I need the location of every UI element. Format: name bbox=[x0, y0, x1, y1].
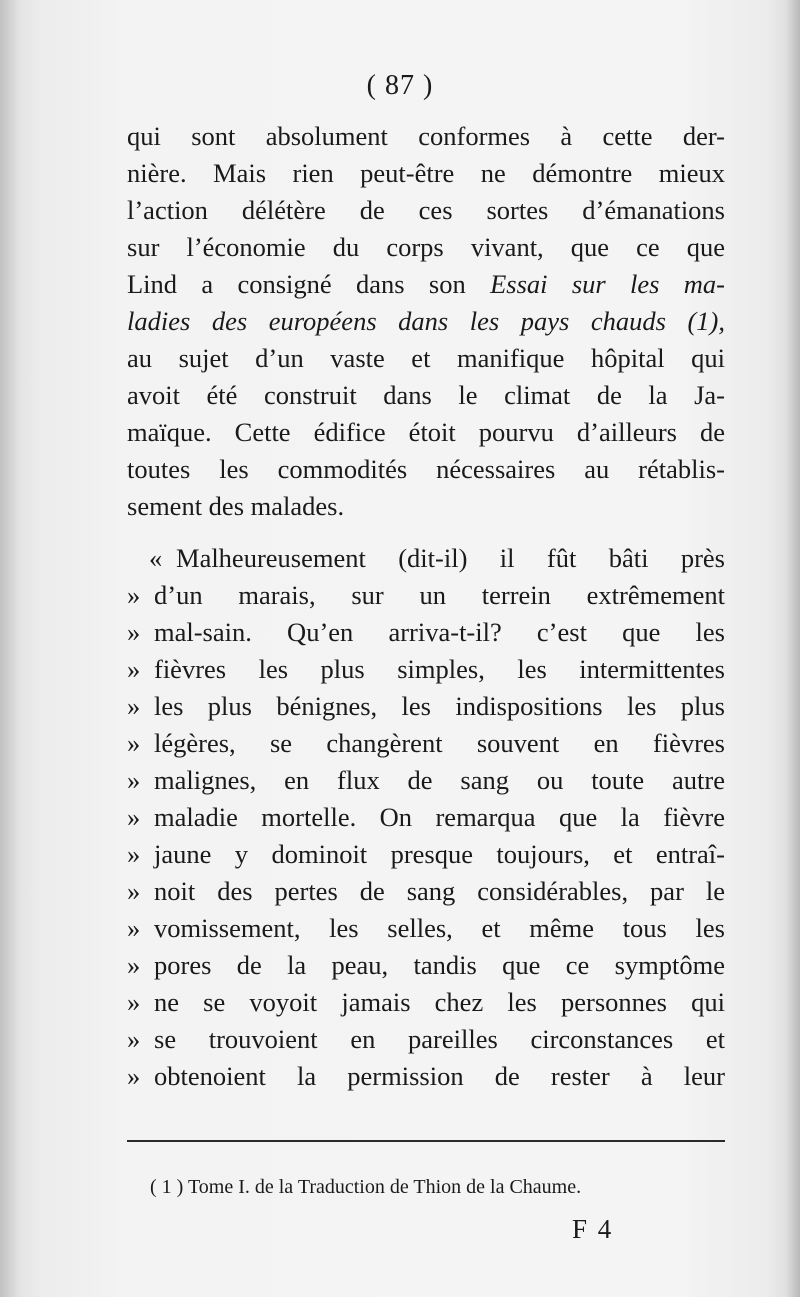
quote-line bbox=[127, 651, 725, 688]
quote-line bbox=[127, 725, 725, 762]
quote-text: maladie mortelle. On remarqua que la fièvre bbox=[154, 802, 725, 832]
quote-line bbox=[127, 910, 725, 947]
quote-text: légères, se changèrent souvent en fièvres bbox=[154, 728, 725, 758]
quote-line bbox=[127, 540, 725, 577]
text-segment: Lind a consigné dans son bbox=[127, 269, 491, 299]
quote-text: Malheureusement (dit-il) il fût bâti près bbox=[176, 543, 725, 573]
quote-line bbox=[127, 577, 725, 614]
page-edge-shadow-right bbox=[786, 0, 800, 1297]
text-line: au sujet d’un vaste et manifique hôpital qui bbox=[127, 343, 725, 373]
quote-line bbox=[127, 688, 725, 725]
cont-quote-mark: » bbox=[127, 987, 141, 1017]
quote-line bbox=[127, 1058, 725, 1095]
page-edge-shadow-left bbox=[0, 0, 20, 1297]
quote-text: jaune y dominoit presque toujours, et entraî- bbox=[154, 839, 725, 869]
text-line: sement des malades. bbox=[127, 491, 345, 521]
quote-text: se trouvoient en pareilles circonstances et bbox=[154, 1024, 725, 1054]
cont-quote-mark: » bbox=[127, 876, 141, 906]
quote-text: ne se voyoit jamais chez les personnes qui bbox=[154, 987, 725, 1017]
quote-line bbox=[127, 799, 725, 836]
quote-text: d’un marais, sur un terrein extrêmement bbox=[154, 580, 725, 610]
text-line: avoit été construit dans le climat de la Ja- bbox=[127, 380, 725, 410]
quote-text: pores de la peau, tandis que ce symptôme bbox=[154, 950, 725, 980]
text-line: sur l’économie du corps vivant, que ce que bbox=[127, 232, 725, 262]
quote-text: fièvres les plus simples, les intermittentes bbox=[154, 654, 725, 684]
quote-text: noit des pertes de sang considérables, par le bbox=[154, 876, 725, 906]
quote-text: mal-sain. Qu’en arriva-t-il? c’est que les bbox=[154, 617, 725, 647]
quote-line bbox=[127, 614, 725, 651]
text-line: qui sont absolument conformes à cette der- bbox=[127, 121, 725, 151]
book-title-italic: Essai sur les ma- bbox=[490, 269, 726, 299]
quote-line bbox=[127, 836, 725, 873]
body-text bbox=[127, 118, 725, 1095]
text-line: nière. Mais rien peut-être ne démontre mieux bbox=[127, 158, 725, 188]
cont-quote-mark: » bbox=[127, 1024, 141, 1054]
page-number: ( 87 ) bbox=[366, 70, 434, 101]
quote-line bbox=[127, 984, 725, 1021]
text-line: maïque. Cette édifice étoit pourvu d’ailleurs de bbox=[127, 417, 725, 447]
footnote-rule bbox=[127, 1140, 725, 1142]
cont-quote-mark: » bbox=[127, 617, 141, 647]
text-line: toutes les commodités nécessaires au rétablis- bbox=[127, 454, 725, 484]
quote-line bbox=[127, 873, 725, 910]
quote-line bbox=[127, 1021, 725, 1058]
cont-quote-mark: » bbox=[127, 802, 141, 832]
quote-line bbox=[127, 947, 725, 984]
cont-quote-mark: » bbox=[127, 654, 141, 684]
cont-quote-mark: » bbox=[127, 950, 141, 980]
cont-quote-mark: » bbox=[127, 580, 141, 610]
open-quote-mark: « bbox=[149, 543, 163, 573]
book-title-line: ladies des européens dans les pays chauds (1), bbox=[127, 306, 725, 336]
quote-text: les plus bénignes, les indispositions les plus bbox=[154, 691, 725, 721]
signature-mark: F 4 bbox=[572, 1214, 614, 1244]
cont-quote-mark: » bbox=[127, 728, 141, 758]
text-line bbox=[127, 266, 725, 303]
quote-text: obtenoient la permission de rester à leur bbox=[154, 1061, 725, 1091]
cont-quote-mark: » bbox=[127, 765, 141, 795]
text-line: l’action délétère de ces sortes d’émanations bbox=[127, 195, 725, 225]
cont-quote-mark: » bbox=[127, 691, 141, 721]
quote-text: malignes, en flux de sang ou toute autre bbox=[154, 765, 725, 795]
cont-quote-mark: » bbox=[127, 839, 141, 869]
footnote: ( 1 ) Tome I. de la Traduction de Thion de la Chaume. bbox=[150, 1176, 582, 1198]
quote-text: vomissement, les selles, et même tous les bbox=[154, 913, 725, 943]
quote-line bbox=[127, 762, 725, 799]
cont-quote-mark: » bbox=[127, 913, 141, 943]
cont-quote-mark: » bbox=[127, 1061, 141, 1091]
